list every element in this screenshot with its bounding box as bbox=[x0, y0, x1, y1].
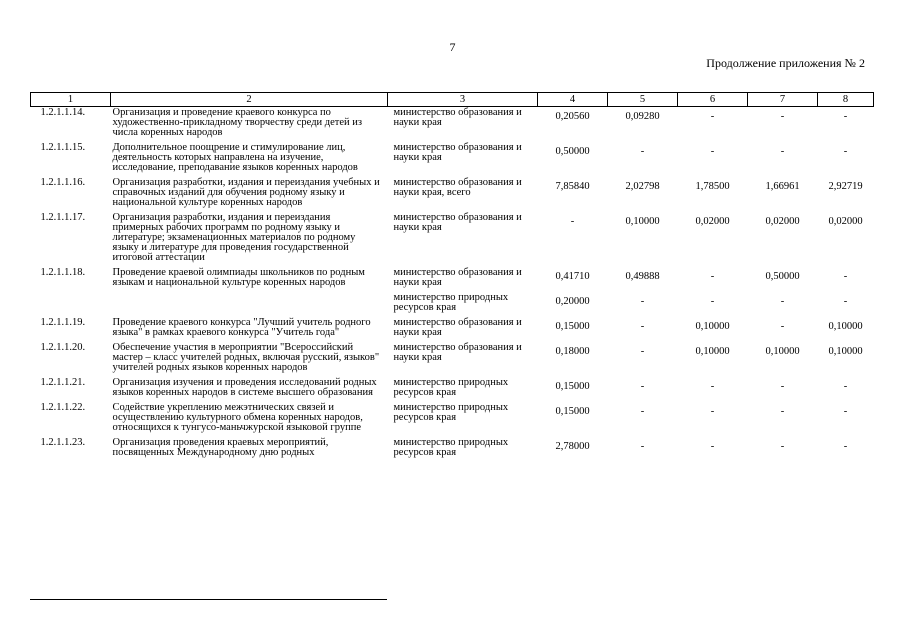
table-row bbox=[31, 317, 874, 342]
page-number: 7 bbox=[449, 40, 456, 54]
item-code-cell: 1.2.1.1.18. bbox=[40, 267, 86, 278]
value-col8-cell: - bbox=[843, 296, 848, 307]
value-col4-cell: 0,18000 bbox=[555, 346, 590, 357]
item-code-cell bbox=[31, 292, 111, 317]
value-col8-cell: 2,92719 bbox=[828, 181, 863, 192]
value-col5-cell: 0,49888 bbox=[625, 271, 660, 282]
value-col5-cell: - bbox=[640, 406, 645, 417]
item-code-cell: 1.2.1.1.19. bbox=[40, 317, 86, 328]
value-col7-cell: - bbox=[780, 146, 785, 157]
item-name-cell: Дополнительное поощрение и стимулирование лиц, деятельность которых направлена на изучение, исследование, преподавание языков коренных народов bbox=[112, 142, 358, 173]
value-col4-cell: 7,85840 bbox=[555, 181, 590, 192]
table-row bbox=[31, 177, 874, 212]
value-col7-cell: 0,02000 bbox=[765, 216, 800, 227]
value-col6-cell: - bbox=[710, 406, 715, 417]
value-col8-cell: 0,10000 bbox=[828, 321, 863, 332]
item-name-cell: Организация разработки, издания и переиздания учебных и справочных изданий для обучения родному языку и национальной культуре коренных народов bbox=[112, 177, 380, 208]
value-col6-cell: - bbox=[710, 441, 715, 452]
table-row bbox=[31, 212, 874, 267]
value-col5-cell: - bbox=[640, 346, 645, 357]
value-col7-cell: 0,50000 bbox=[765, 271, 800, 282]
item-name-cell: Организация разработки, издания и переиздания примерных рабочих программ по родному языку и литературе; экзаменационных материалов по родному языку и литературе для проведения государственной итоговой аттестации bbox=[112, 212, 356, 263]
header-cell: 3 bbox=[388, 93, 538, 107]
value-col7-cell: 0,10000 bbox=[765, 346, 800, 357]
item-name-cell bbox=[111, 292, 388, 317]
item-code-cell: 1.2.1.1.21. bbox=[40, 377, 86, 388]
table-row bbox=[31, 437, 874, 462]
responsible-org-cell: министерство образования и науки края bbox=[393, 267, 522, 288]
value-col8-cell: - bbox=[843, 381, 848, 392]
value-col6-cell: - bbox=[710, 381, 715, 392]
value-col4-cell: 0,20000 bbox=[555, 296, 590, 307]
program-table bbox=[30, 92, 874, 462]
header-cell: 4 bbox=[538, 93, 608, 107]
responsible-org-cell: министерство образования и науки края bbox=[393, 317, 522, 338]
value-col8-cell: - bbox=[843, 271, 848, 282]
value-col6-cell: 0,02000 bbox=[695, 216, 730, 227]
value-col8-cell: 0,02000 bbox=[828, 216, 863, 227]
continuation-label: Продолжение приложения № 2 bbox=[706, 56, 865, 70]
value-col4-cell: 0,15000 bbox=[555, 381, 590, 392]
responsible-org-cell: министерство образования и науки края bbox=[393, 107, 522, 128]
value-col5-cell: - bbox=[640, 321, 645, 332]
value-col5-cell: 2,02798 bbox=[625, 181, 660, 192]
header-cell: 7 bbox=[748, 93, 818, 107]
item-code-cell: 1.2.1.1.14. bbox=[40, 107, 86, 118]
value-col7-cell: - bbox=[780, 111, 785, 122]
table-row bbox=[31, 402, 874, 437]
value-col6-cell: - bbox=[710, 271, 715, 282]
table-row bbox=[31, 142, 874, 177]
table-header-row bbox=[31, 93, 874, 107]
item-code-cell: 1.2.1.1.22. bbox=[40, 402, 86, 413]
value-col8-cell: - bbox=[843, 406, 848, 417]
responsible-org-cell: министерство природных ресурсов края bbox=[393, 292, 509, 313]
table-row bbox=[31, 292, 874, 317]
value-col4-cell: 0,15000 bbox=[555, 406, 590, 417]
value-col6-cell: - bbox=[710, 111, 715, 122]
item-name-cell: Организация проведения краевых мероприятий, посвященных Международному дню родных bbox=[112, 437, 329, 458]
value-col8-cell: 0,10000 bbox=[828, 346, 863, 357]
value-col5-cell: - bbox=[640, 381, 645, 392]
table-row bbox=[31, 267, 874, 292]
item-name-cell: Обеспечение участия в мероприятии "Всероссийский мастер – класс учителей родных, включая русский, языков" учителей родных языков коренных народов bbox=[112, 342, 380, 373]
item-code-cell: 1.2.1.1.23. bbox=[40, 437, 86, 448]
value-col8-cell: - bbox=[843, 111, 848, 122]
responsible-org-cell: министерство образования и науки края bbox=[393, 342, 522, 363]
value-col7-cell: 1,66961 bbox=[765, 181, 800, 192]
value-col5-cell: - bbox=[640, 296, 645, 307]
value-col4-cell: 0,15000 bbox=[555, 321, 590, 332]
item-code-cell: 1.2.1.1.20. bbox=[40, 342, 86, 353]
value-col7-cell: - bbox=[780, 441, 785, 452]
value-col5-cell: 0,09280 bbox=[625, 111, 660, 122]
value-col4-cell: 2,78000 bbox=[555, 441, 590, 452]
value-col6-cell: 0,10000 bbox=[695, 346, 730, 357]
header-cell: 1 bbox=[31, 93, 111, 107]
value-col5-cell: - bbox=[640, 146, 645, 157]
value-col7-cell: - bbox=[780, 406, 785, 417]
header-cell: 5 bbox=[608, 93, 678, 107]
item-code-cell: 1.2.1.1.15. bbox=[40, 142, 86, 153]
value-col6-cell: - bbox=[710, 296, 715, 307]
value-col8-cell: - bbox=[843, 146, 848, 157]
value-col4-cell: 0,50000 bbox=[555, 146, 590, 157]
item-name-cell: Организация и проведение краевого конкурса по художественно-прикладному творчеству среди детей из числа коренных народов bbox=[112, 107, 363, 138]
item-code-cell: 1.2.1.1.17. bbox=[40, 212, 86, 223]
value-col5-cell: - bbox=[640, 441, 645, 452]
table-row bbox=[31, 377, 874, 402]
value-col6-cell: 0,10000 bbox=[695, 321, 730, 332]
value-col7-cell: - bbox=[780, 381, 785, 392]
value-col6-cell: 1,78500 bbox=[695, 181, 730, 192]
value-col4-cell: - bbox=[570, 216, 575, 227]
value-col4-cell: 0,20560 bbox=[555, 111, 590, 122]
item-name-cell: Содействие укреплению межэтнических связей и осуществлению культурного обмена коренных народов, относящихся к тунгусо-маньчжурской языковой группе bbox=[112, 402, 363, 433]
responsible-org-cell: министерство природных ресурсов края bbox=[393, 437, 509, 458]
value-col7-cell: - bbox=[780, 296, 785, 307]
table-row bbox=[31, 342, 874, 377]
item-code-cell: 1.2.1.1.16. bbox=[40, 177, 86, 188]
item-name-cell: Проведение краевого конкурса "Лучший учитель родного языка" в рамках краевого конкурса "Учитель года" bbox=[112, 317, 371, 338]
value-col5-cell: 0,10000 bbox=[625, 216, 660, 227]
value-col7-cell: - bbox=[780, 321, 785, 332]
table-row bbox=[31, 107, 874, 143]
value-col8-cell: - bbox=[843, 441, 848, 452]
header-cell: 6 bbox=[678, 93, 748, 107]
value-col6-cell: - bbox=[710, 146, 715, 157]
header-cell: 2 bbox=[111, 93, 388, 107]
value-col4-cell: 0,41710 bbox=[555, 271, 590, 282]
responsible-org-cell: министерство природных ресурсов края bbox=[393, 377, 509, 398]
responsible-org-cell: министерство природных ресурсов края bbox=[393, 402, 509, 423]
item-name-cell: Проведение краевой олимпиады школьников по родным языкам и национальной культуре коренных народов bbox=[112, 267, 365, 288]
bottom-rule bbox=[30, 599, 387, 600]
header-cell: 8 bbox=[818, 93, 874, 107]
responsible-org-cell: министерство образования и науки края, всего bbox=[393, 177, 522, 198]
responsible-org-cell: министерство образования и науки края bbox=[393, 142, 522, 163]
item-name-cell: Организация изучения и проведения исследований родных языков коренных народов в системе высшего образования bbox=[112, 377, 377, 398]
responsible-org-cell: министерство образования и науки края bbox=[393, 212, 522, 233]
